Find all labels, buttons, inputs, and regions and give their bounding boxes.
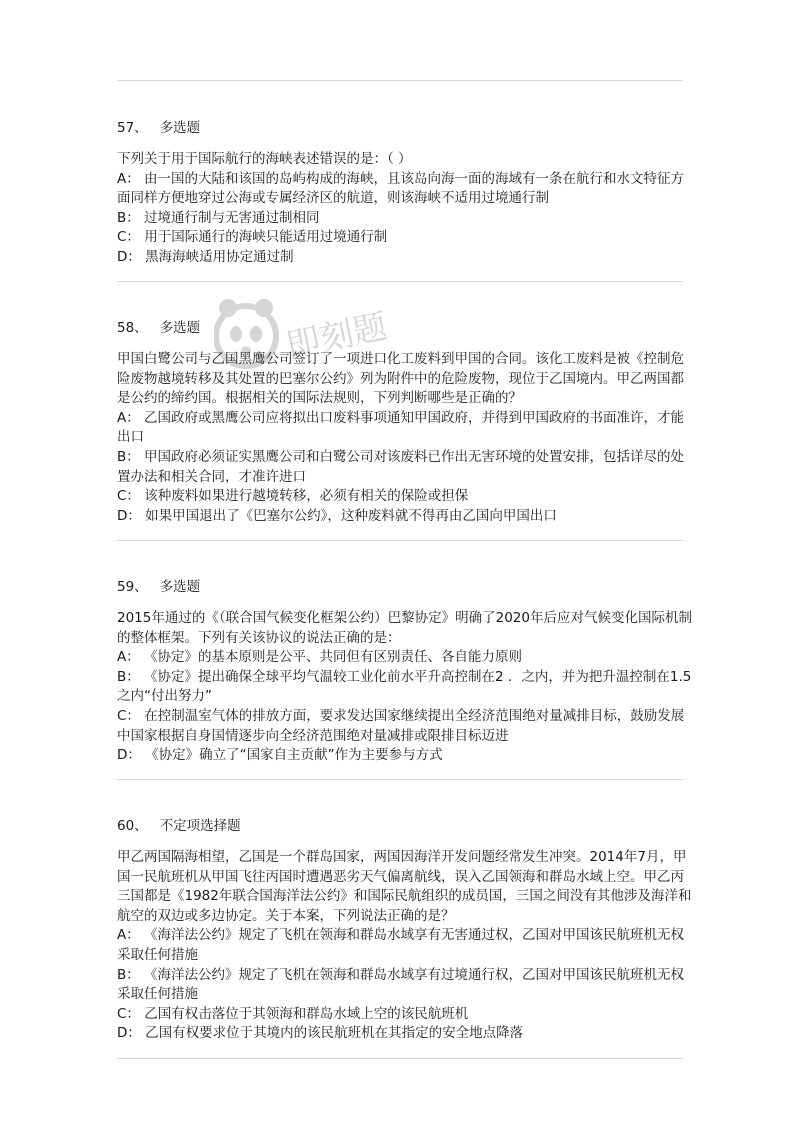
question-number: 57、 [117,120,148,136]
question-type: 不定项选择题 [159,818,241,834]
option-b: B： 甲国政府必须证实黑鹰公司和白鹭公司对该废料已作出无害环境的处置安排，包括详尽的处置办法和相关合同，才准许进口 [117,448,685,485]
option-a: A： 《协定》的基本原则是公平、共同但有区别责任、各自能力原则 [117,649,523,666]
question-number: 59、 [117,579,148,595]
question-stem: 甲乙两国隔海相望，乙国是一个群岛国家，两国因海洋开发问题经常发生冲突。2014年7月，甲国一民航班机从甲国飞往丙国时遭遇恶劣天气偏离航线，误入乙国领海和群岛水域上空。甲乙丙三国都是《1982年联合国海洋法公约》和国际民航组织的成员国，三国之间没有其他涉及海洋和航空的双边或多边协定。关于本案，下列说法正确的是？ [117,849,692,924]
option-c: C： 该种废料如果进行越境转移，必须有相关的保险或担保 [117,488,469,505]
question-58 [117,318,692,526]
option-d: D： 黑海海峡适用协定通过制 [117,248,294,265]
option-a: A： 《海洋法公约》规定了飞机在领海和群岛水域享有无害通过权，乙国对甲国该民航班机无权采取任何措施 [117,927,685,963]
option-c: C： 在控制温室气体的排放方面，要求发达国家继续提出全经济范围绝对量减排目标，鼓励发展中国家根据自身国情逐步向全经济范围绝对量减排或限排目标迈进 [117,707,685,744]
question-stem: 2015年通过的《（联合国气候变化框架公约）巴黎协定》明确了2020年后应对气候变化国际机制的整体框架。下列有关该协议的说法正确的是： [117,610,692,646]
question-number: 60、 [117,818,148,834]
divider [117,540,683,541]
option-b: B： 《协定》提出确保全球平均气温较工业化前水平升高控制在2 ．之内，并为把升温控制在1.5 之内“付出努力” [117,668,692,705]
option-b: B： 过境通行制与无害通过制相同 [117,209,320,226]
question-header [117,118,692,138]
question-57 [117,118,692,268]
option-b: B： 《海洋法公约》规定了飞机在领海和群岛水域享有过境通行权，乙国对甲国该民航班机无权采取任何措施 [117,966,685,1003]
question-header [117,577,692,597]
question-60 [117,816,692,1044]
option-a: A： 由一国的大陆和该国的岛屿构成的海峡，且该岛向海一面的海域有一条在航行和水文特征方面同样方便地穿过公海或专属经济区的航道，则该海峡不适用过境通行制 [117,170,685,207]
option-c: C： 乙国有权击落位于其领海和群岛水域上空的该民航班机 [117,1005,469,1022]
question-header [117,816,692,836]
divider [117,1058,683,1059]
option-d: D： 《协定》确立了“国家自主贡献”作为主要参与方式 [117,747,443,764]
question-59 [117,577,692,766]
question-header [117,318,692,338]
option-d: D： 乙国有权要求位于其境内的该民航班机在其指定的安全地点降落 [117,1025,524,1042]
question-stem: 甲国白鹭公司与乙国黑鹰公司签订了一项进口化工废料到甲国的合同。该化工废料是被《控制危险废物越境转移及其处置的巴塞尔公约》列为附件中的危险废物，现位于乙国境内。甲乙两国都是公约的缔约国。根据相关的国际法规则，下列判断哪些是正确的？ [117,351,684,407]
divider [117,779,683,780]
question-stem: 下列关于用于国际航行的海峡表述错误的是：（ ） [117,151,412,167]
option-a: A： 乙国政府或黑鹰公司应将拟出口废料事项通知甲国政府，并得到甲国政府的书面准许，才能出口 [117,409,685,446]
watermark-text: 即刻题 [282,306,391,367]
divider [117,80,683,81]
option-d: D： 如果甲国退出了《巴塞尔公约》，这种废料就不得再由乙国向甲国出口 [117,507,557,524]
divider [117,281,683,282]
question-type: 多选题 [159,120,201,136]
question-type: 多选题 [159,320,201,336]
option-c: C： 用于国际通行的海峡只能适用过境通行制 [117,229,388,246]
question-type: 多选题 [159,579,201,595]
question-number: 58、 [117,320,148,336]
